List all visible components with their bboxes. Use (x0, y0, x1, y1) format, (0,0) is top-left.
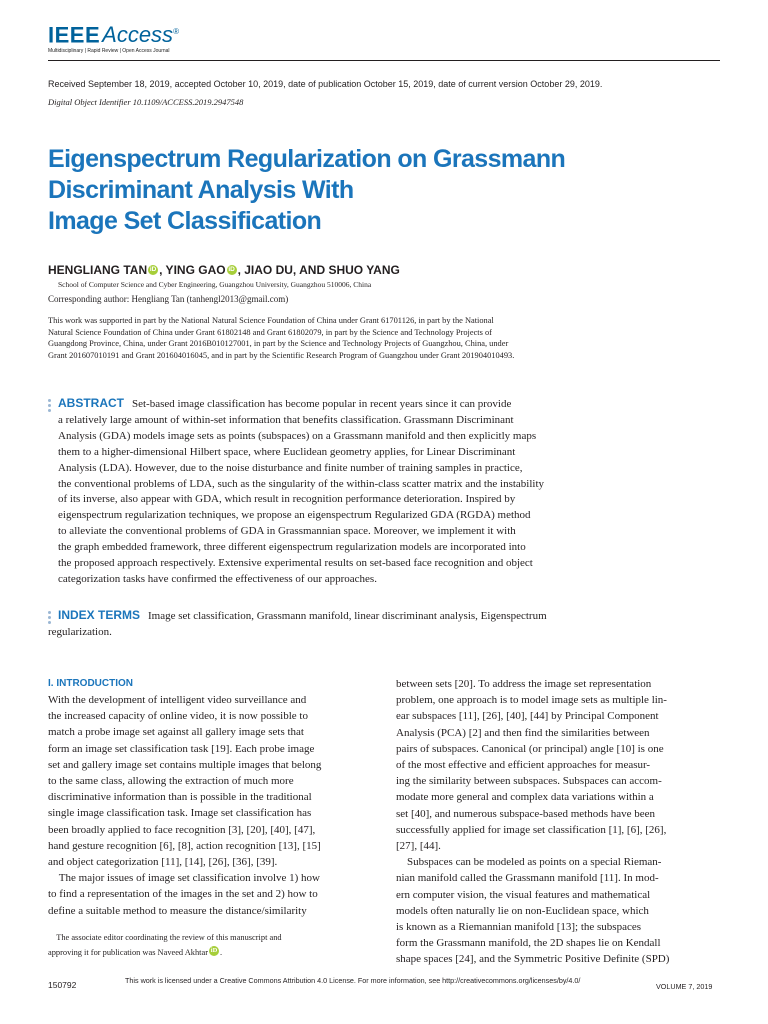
paper-title (48, 144, 648, 237)
orcid-icon[interactable]: iD (228, 266, 235, 273)
funding-line: This work was supported in part by the National Natural Science Foundation of China under Grant 61701126, in part by the National (48, 316, 494, 325)
body-line: With the development of intelligent video surveillance and (48, 694, 307, 706)
index-terms-marker-icon (48, 611, 52, 626)
journal-logo (48, 20, 248, 60)
body-line: single image classification task. Image set classification has (48, 807, 312, 820)
body-line: to find a representation of the images in the set and 2) how to (48, 888, 318, 901)
body-line: set [40], and numerous subspace-based methods have been (396, 807, 656, 820)
title-line: Discriminant Analysis With (48, 176, 354, 204)
body-line: [27], [44]. (396, 840, 441, 853)
body-column-left (48, 676, 372, 919)
body-line: successfully applied for image set classification [1], [6], [26], (396, 823, 667, 836)
abstract-line: of its inverse, also appear with GDA, which result in recognition performance deterioration. Inspired by (58, 493, 516, 506)
body-line: form an image set classification task [19]. Each probe image (48, 742, 315, 755)
title-line: Image Set Classification (48, 207, 322, 235)
body-line: is known as a Riemannian manifold [13]; the subspaces (396, 921, 642, 934)
body-line: modate more general and complex data variations within a (396, 791, 654, 804)
body-line: and object categorization [11], [14], [26], [36], [39]. (48, 856, 278, 869)
index-terms-label: INDEX TERMS (58, 608, 141, 622)
title-line: Eigenspectrum Regularization on Grassmann (48, 145, 566, 173)
corresponding-author: Corresponding author: Hengliang Tan (tanhengl2013@gmail.com) (48, 294, 289, 304)
abstract-line: Set-based image classification has become popular in recent years since it can provide (132, 398, 512, 410)
orcid-icon[interactable]: iD (149, 266, 157, 273)
abstract-line: eigenspectrum regularization techniques, we propose an eigenspectrum Regularized GDA (RGDA) method (58, 509, 531, 522)
body-line: ing the similarity between subspaces. Subspaces can accom- (396, 775, 662, 788)
body-line: discriminative information than is possible in the traditional (48, 791, 312, 804)
editor-footnote (48, 930, 372, 960)
body-line: hand gesture recognition [6], [8], action recognition [13], [15] (48, 839, 321, 852)
page-number: 150792 (48, 980, 77, 990)
author-list (48, 263, 400, 277)
body-line: Subspaces can be modeled as points on a special Rieman- (396, 856, 662, 869)
affiliation: School of Computer Science and Cyber Engineering, Guangzhou University, Guangzhou 510006, China (58, 280, 372, 289)
body-line: shape spaces [24], and the Symmetric Positive Definite (SPD) (396, 953, 670, 966)
received-dates: Received September 18, 2019, accepted October 10, 2019, date of publication October 15, 2019, date of current version October 29, 2019. (48, 79, 603, 89)
body-line: The major issues of image set classification involve 1) how (48, 872, 320, 885)
footnote-line: approving it for publication was Naveed Akhtar (48, 948, 209, 957)
body-line: nian manifold called the Grassmann manifold [11]. In mod- (396, 872, 659, 885)
body-line: ern computer vision, the visual features and mathematical (396, 888, 651, 901)
abstract-line: the graph embedded framework, three different eigenspectrum regularization models are incorporated into (58, 541, 526, 554)
abstract-line: the proposed approach respectively. Extensive experimental results on set-based face recognition and object (58, 557, 533, 570)
abstract-line: the conventional problems of LDA, such as the singularity of the within-class scatter matrix and the instability (58, 477, 545, 490)
orcid-icon[interactable]: iD (210, 947, 218, 954)
funding-line: Guangdong Province, China, under Grant 2016B010127001, in part by the Science and Technology Projects of Guangzhou, China, under (48, 339, 509, 348)
logo-registered-mark: ® (173, 27, 179, 36)
author-name: HENGLIANG TAN (48, 263, 148, 277)
body-line: pairs of subspaces. Canonical (or principal) angle [10] is one (396, 742, 664, 755)
header-divider (48, 60, 720, 61)
footnote-end: . (220, 948, 223, 957)
abstract-line: to alleviate the conventional problems of GDA in Grassmannian space. Moreover, we implement it with (58, 525, 516, 538)
index-terms-line: Image set classification, Grassmann manifold, linear discriminant analysis, Eigenspectrum (148, 610, 547, 622)
body-line: problem, one approach is to model image sets as multiple lin- (396, 694, 667, 707)
abstract-marker-icon (48, 399, 52, 414)
body-line: the increased capacity of online video, it is now possible to (48, 710, 308, 723)
funding-statement (48, 315, 728, 361)
body-line: been broadly applied to face recognition [3], [20], [40], [47], (48, 823, 316, 836)
abstract-line: categorization tasks have confirmed the effectiveness of our approaches. (58, 572, 377, 585)
abstract-label: ABSTRACT (58, 396, 124, 410)
doi-identifier[interactable]: Digital Object Identifier 10.1109/ACCESS.2019.2947548 (48, 97, 244, 107)
volume-year: VOLUME 7, 2019 (656, 982, 713, 991)
body-line: ear subspaces [11], [26], [40], [44] by Principal Component (396, 710, 659, 723)
body-line: define a suitable method to measure the distance/similarity (48, 904, 307, 917)
body-line: between sets [20]. To address the image set representation (396, 678, 652, 690)
logo-ieee-text: IEEE (48, 22, 101, 48)
logo-tagline: Multidisciplinary | Rapid Review | Open Access Journal (48, 48, 170, 55)
body-line: Analysis (PCA) [2] and then find the similarities between (396, 726, 650, 739)
funding-line: Grant 201607010191 and Grant 201604016045, and in part by the Scientific Research Program of Guangzhou under Grant 201904010493. (48, 350, 515, 360)
index-terms (48, 608, 728, 641)
body-line: set and gallery image set contains multiple images that belong (48, 758, 322, 771)
author-name: , YING GAO (159, 263, 226, 277)
abstract-line: Analysis (LDA). However, due to the noise disturbance and finite number of training samples in practice, (58, 461, 523, 474)
abstract-line: Analysis (GDA) models image sets as points (subspaces) on a Grassmann manifold and then explicitly maps (58, 429, 537, 442)
section-heading: I. INTRODUCTION (48, 678, 133, 689)
body-line: match a probe image set against all gallery image sets that (48, 726, 304, 739)
abstract-line: a relatively large amount of within-set information that benefits classification. Grassmann Discriminant (58, 413, 514, 426)
body-line: models often naturally lie on non-Euclidean space, which (396, 904, 649, 917)
body-line: to the same class, allowing the extraction of much more (48, 775, 294, 788)
license-statement[interactable]: This work is licensed under a Creative Commons Attribution 4.0 License. For more information, see http://creativecommons.org/licenses/by/4.0/ (125, 976, 581, 985)
funding-line: Natural Science Foundation of China under Grant 61802148 and Grant 61802079, in part by the Science and Technology Projects of (48, 327, 492, 337)
abstract (58, 396, 728, 588)
logo-access-text: Access (102, 22, 174, 48)
body-line: of the most effective and efficient approaches for measur- (396, 759, 651, 772)
index-terms-line: regularization. (48, 625, 112, 638)
author-name: , JIAO DU, AND SHUO YANG (237, 263, 400, 277)
footnote-line: The associate editor coordinating the review of this manuscript and (48, 933, 282, 942)
body-column-right (396, 676, 720, 968)
body-line: form the Grassmann manifold, the 2D shapes lie on Kendall (396, 937, 661, 950)
abstract-line: them to a higher-dimensional Hilbert space, where Euclidean geometry applies, for Linear Discriminant (58, 445, 516, 458)
